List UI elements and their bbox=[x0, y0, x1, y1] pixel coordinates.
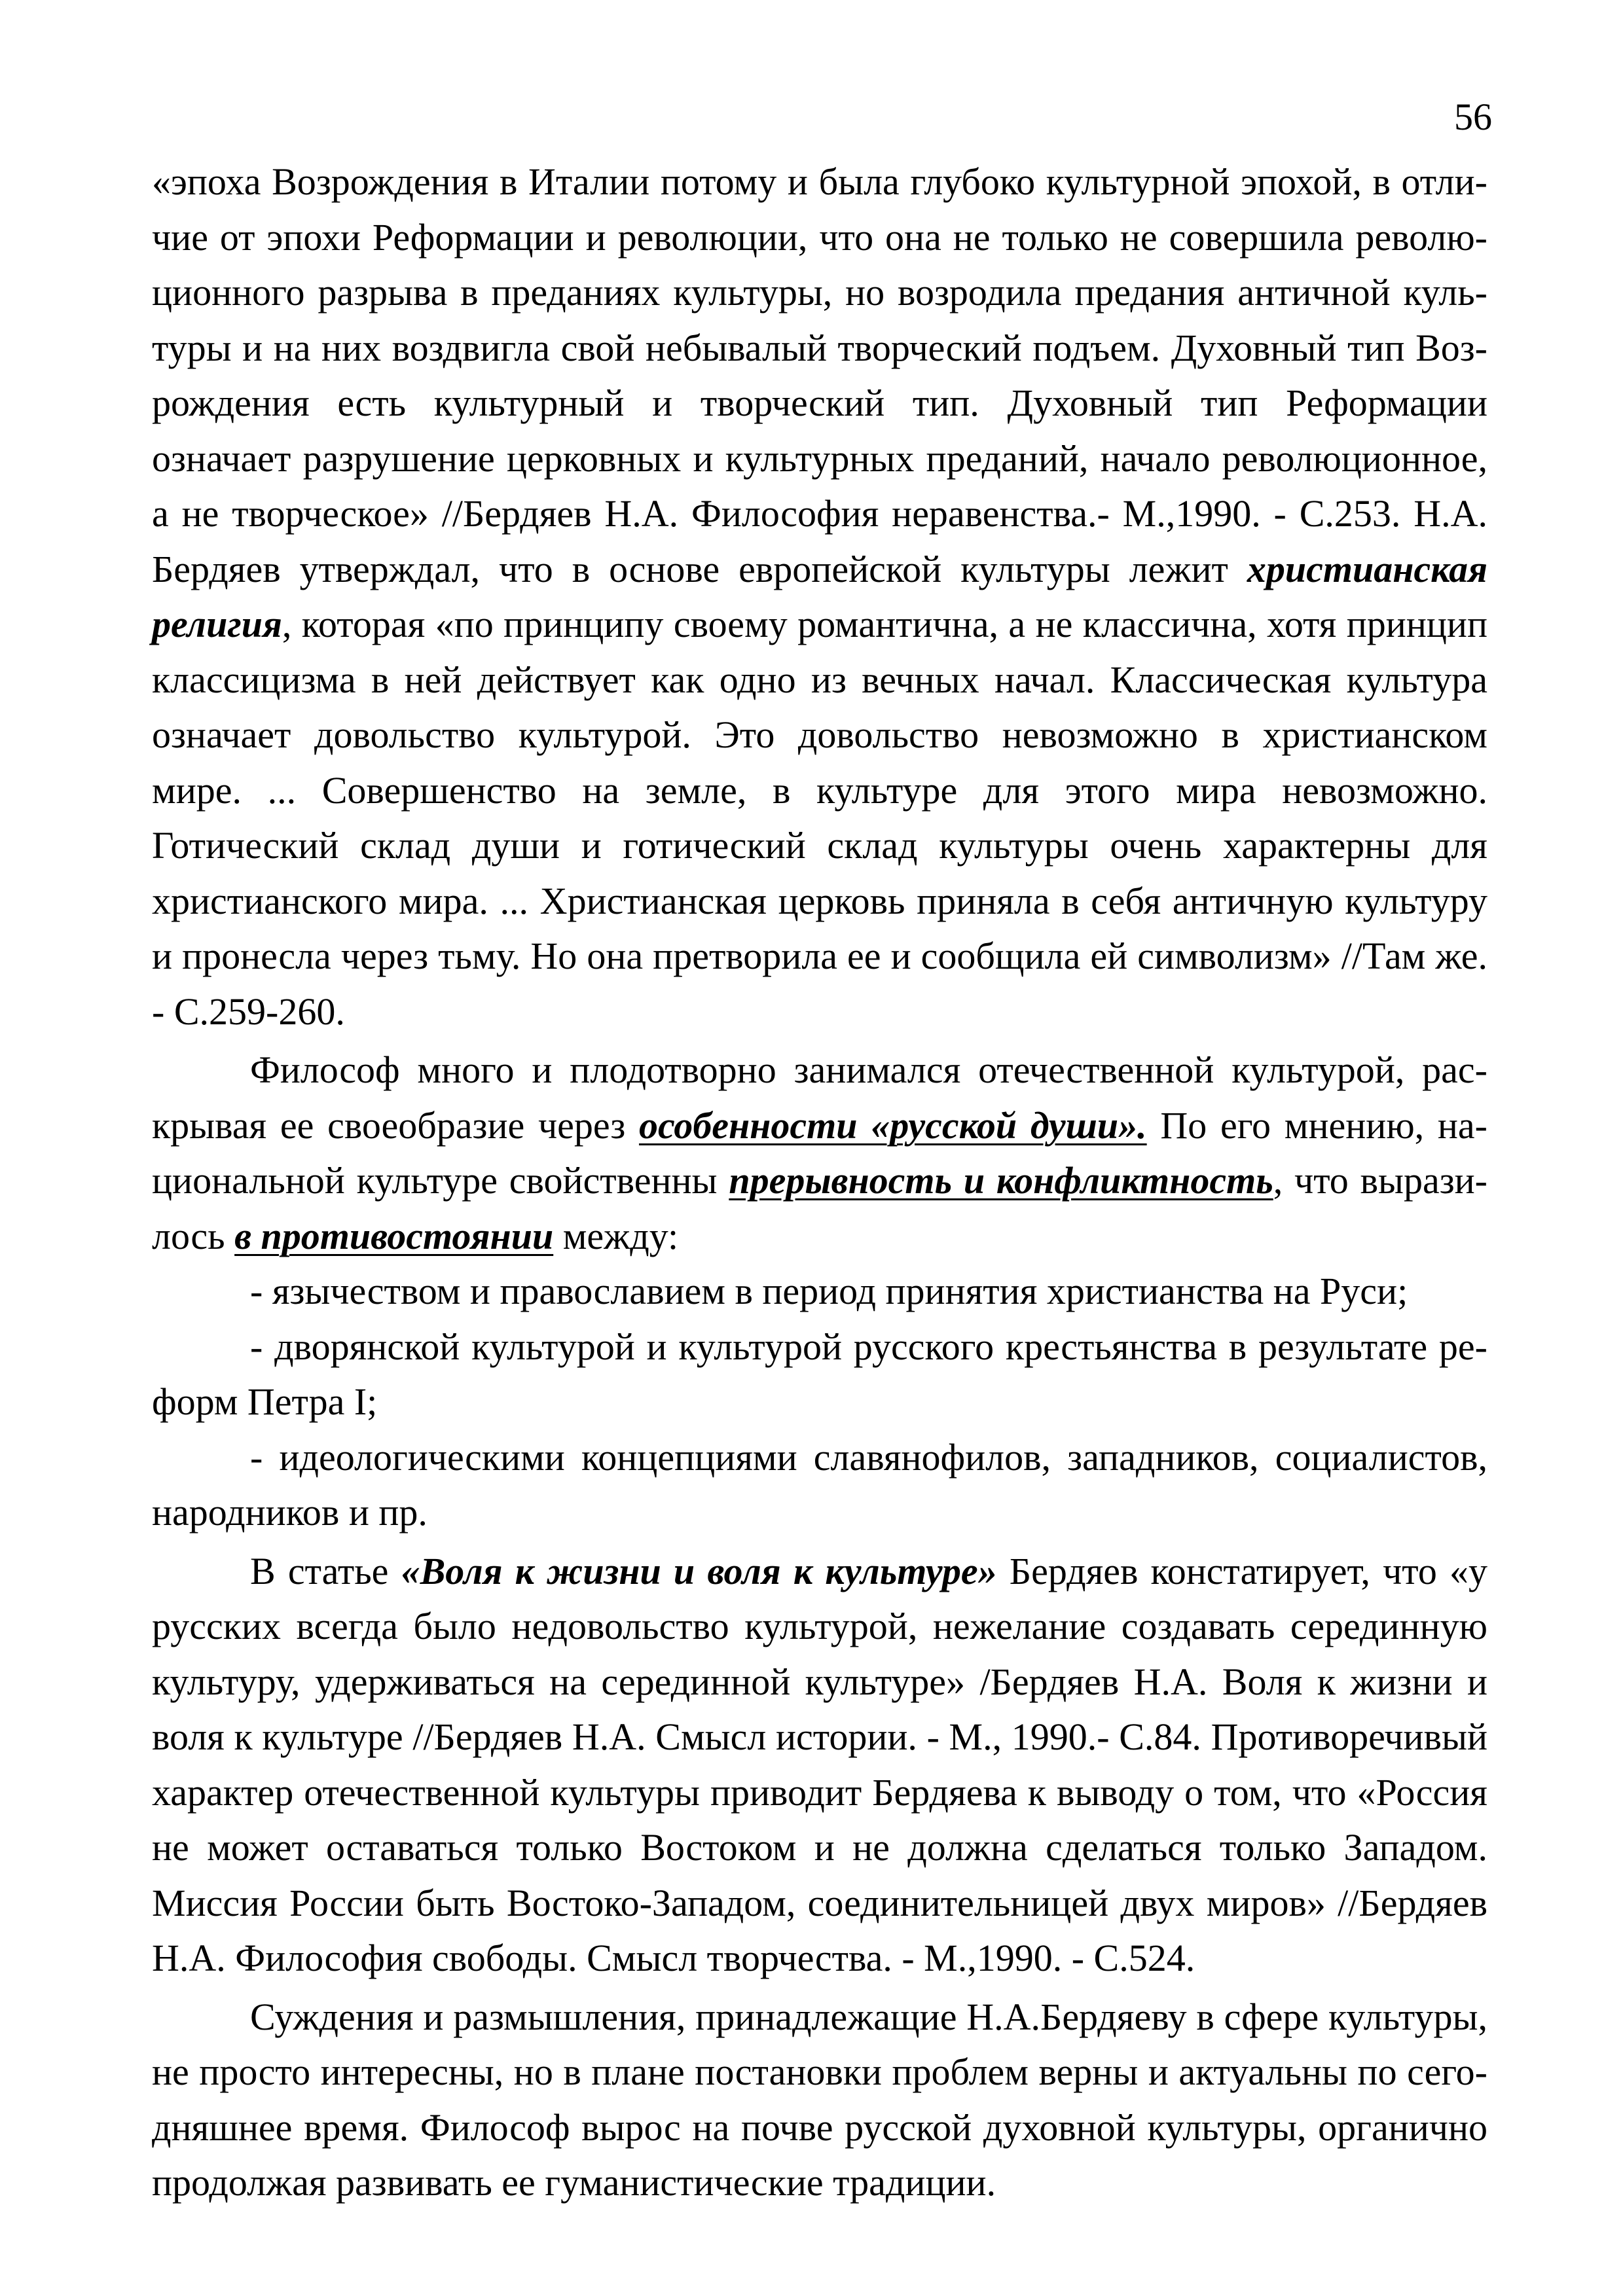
emphasis-russian-soul: особенности «русской души». bbox=[638, 1103, 1147, 1147]
paragraph-text: По его мнению, национальной культуре свойственны bbox=[152, 1103, 1487, 1202]
emphasis-article-title: «Воля к жизни и воля к культуре» bbox=[401, 1549, 997, 1592]
paragraph-will-to-culture bbox=[152, 1544, 1487, 1986]
paragraph-text: между: bbox=[553, 1214, 679, 1257]
paragraph-text: Бердяев констатирует, что «у русских всегда было недовольство культурой, нежелание создавать серединную культуру, удерживаться на серединной культуре» /Бердяев Н.А. Воля к жизни и воля к культуре //Бердяев Н.А. Смысл истории. - М., 1990.- С.84. Противоречивый характер отечественной культуры приводит Бердяева к выводу о том, что «Россия не может оставаться только Востоком и не должна сделаться только Западом. Миссия России быть Востоко-Западом, соединительницей двух миров» //Бердяев Н.А. Философия свободы. Смысл творчества. - М.,1990. - С.524. bbox=[152, 1549, 1487, 1979]
paragraph-text: , которая «по принципу своему романтична, а не классична, хотя принцип классицизма в ней действует как одно из вечных начал. Классическая культура означает довольство культурой. Это довольство невозможно в христианском мире. ... Совершенство на земле, в культуре для этого мира невозможно. Готический склад души и готический склад культуры очень характерны для христианского мира. ... Христианская церковь приняла в себя античную культуру и пронесла через тьму. Но она претворила ее и сообщила ей символизм» //Там же. - С.259-260. bbox=[152, 603, 1487, 1033]
list-item: - язычеством и православием в период принятия христианства на Руси; bbox=[250, 1270, 1408, 1312]
paragraph-text: Философ много и плодотворно занимался отечественной культурой, раскрывая ее своеобразие через bbox=[152, 1049, 1487, 1147]
paragraph-text: В статье bbox=[250, 1549, 401, 1592]
page-number: 56 bbox=[1454, 96, 1492, 138]
paragraph-text: «эпоха Возрождения в Италии потому и была глубоко культурной эпохой, в отличие от эпохи Реформации и революции, что она не только не совершила революционного разрыва в преданиях культуры, но возродила предания античной культуры и на них воздвигла свой небывалый творческий подъем. Духовный тип Возрождения есть культурный и творческий тип. Духовный тип Реформации означает разрушение церковных и культурных преданий, начало революционное, а не творческое» //Бердяев Н.А. Философия неравенства.- М.,1990. - С.253. Н.А. Бердяев утверждал, что в основе европейской культуры лежит bbox=[152, 160, 1487, 590]
emphasis-discontinuity-conflict: прерывность и конфликтность bbox=[729, 1159, 1273, 1202]
paragraph-russian-soul bbox=[152, 1043, 1487, 1264]
document-body bbox=[152, 154, 1487, 2211]
emphasis-opposition: в противостоянии bbox=[234, 1214, 554, 1257]
paragraph-text: , что выразилось bbox=[152, 1159, 1487, 1257]
list-item: - дворянской культурой и культурой русского крестьянства в результате реформ Петра I; bbox=[152, 1325, 1487, 1423]
paragraph-conclusion: Суждения и размышления, принадлежащие Н.А.Бердяеву в сфере культуры, не просто интересны, но в плане постановки проблем верны и актуальны по сегодняшнее время. Философ вырос на почве русской духовной культуры, органично продолжая развивать ее гуманистические традиции. bbox=[152, 1995, 1487, 2204]
paragraph-quote-renaissance bbox=[152, 154, 1487, 1039]
list-item: - идеологическими концепциями славянофилов, западников, социалистов, народников и пр. bbox=[152, 1435, 1487, 1534]
emphasis-christian-religion: христианская религия bbox=[152, 547, 1487, 645]
